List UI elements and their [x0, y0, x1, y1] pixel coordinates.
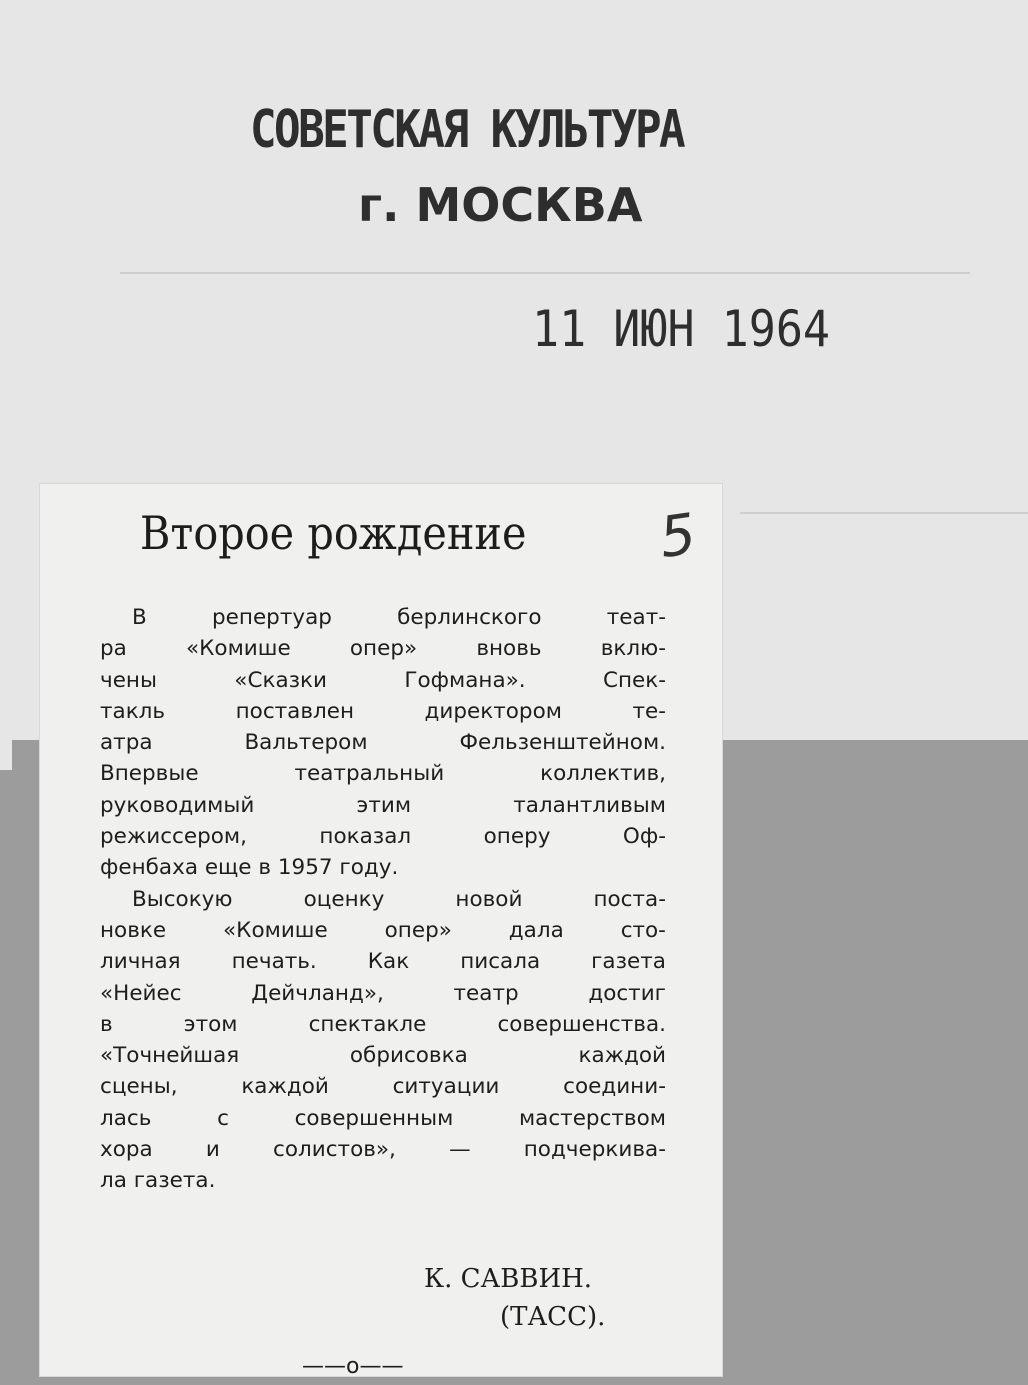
article-line: ла газета. [100, 1168, 216, 1194]
article-line: хора и солистов», — подчеркива- [100, 1137, 666, 1163]
stamp-date: 11 ИЮН 1964 [532, 300, 831, 358]
stamp-newspaper-title: СОВЕТСКАЯ КУЛЬТУРА [250, 100, 684, 160]
article-line: лась с совершенным мастерством [100, 1105, 666, 1131]
end-ornament: ——o—— [302, 1354, 404, 1379]
backing-sheet-edge [0, 740, 12, 770]
stamp-city: г. МОСКВА [358, 178, 643, 232]
article-body [100, 602, 666, 1197]
author-byline: К. САВВИН. [424, 1264, 593, 1294]
article-line: ра «Комише опер» вновь вклю- [100, 636, 666, 662]
news-agency: (ТАСС). [500, 1302, 606, 1332]
article-line: такль поставлен директором те- [100, 698, 666, 724]
article-line: фенбаха еще в 1957 году. [100, 855, 399, 881]
article-line: сцены, каждой ситуации соедини- [100, 1074, 666, 1100]
article-line: чены «Сказки Гофмана». Спек- [100, 667, 666, 693]
article-paragraph [100, 602, 666, 884]
article-line: «Нейес Дейчланд», театр достиг [100, 980, 666, 1006]
article-line: В репертуар берлинского теат- [132, 605, 666, 630]
headline: Второе рождение [140, 506, 527, 560]
article-line: руководимый этим талантливым [100, 792, 666, 818]
article-line: «Точнейшая обрисовка каждой [100, 1043, 666, 1069]
article-line: новке «Комише опер» дала сто- [100, 917, 666, 943]
article-line: Высокую оценку новой поста- [132, 886, 666, 912]
article-line: атра Вальтером Фельзенштейном. [100, 730, 666, 756]
article-paragraph [100, 884, 666, 1197]
article-line: Впервые театральный коллектив, [100, 761, 666, 787]
faint-rule [740, 512, 1028, 514]
article-line: в этом спектакле совершенства. [100, 1011, 666, 1037]
faint-rule [120, 272, 970, 274]
article-line: личная печать. Как писала газета [100, 949, 666, 975]
handwritten-page-number: 5 [655, 501, 700, 572]
article-line: режиссером, показал оперу Оф- [100, 824, 666, 850]
newspaper-clipping [40, 484, 722, 1379]
